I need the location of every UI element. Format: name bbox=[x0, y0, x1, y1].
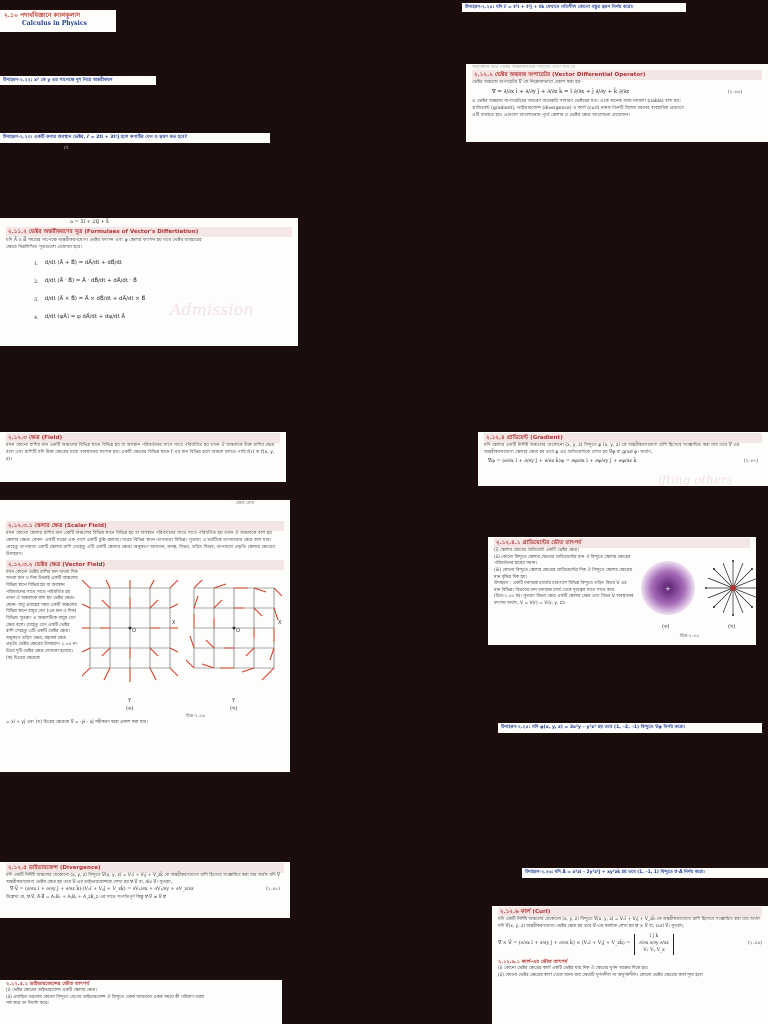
vdo-body-3: এটি ব্যবহৃত হয়। এগুলো আলোচনার পূর্বে স্কেলার ও ভেক্টর ক্ষেত্র আলোচনা প্রয়োজন। bbox=[472, 112, 630, 118]
formula-expression: d/dt (φA⃗) = φ dA⃗/dt + dφ/dt A⃗ bbox=[44, 314, 126, 321]
example-26-text: উদাহরণ-২.২৬: যদি A⃗ = x²zî – 2y³z²ĵ + xy²zk̂ হয় তবে (1, –1, 1) বিন্দুতে ∇⃗·A⃗ নির্ণয় করো। bbox=[525, 870, 705, 875]
potential-figure-a bbox=[640, 560, 696, 616]
grad-meaning-item: (i) স্কেলার ক্ষেত্রের গ্রাডিয়েন্ট একটি ভেক্টর ক্ষেত্র। bbox=[494, 548, 579, 554]
formula-expression: d/dt (A⃗ × B⃗) = A⃗ × dB⃗/dt + dA⃗/dt × B⃗ bbox=[44, 296, 146, 303]
fig-caption-254: চিত্র-২.৫৪ bbox=[186, 713, 206, 719]
grad-meaning-item: (ii) কোনো বিন্দুতে স্কেলার ক্ষেত্রের গ্রাডিয়েন্টের মান ঐ বিন্দুতে স্কেলার ক্ষেত্রের পরিবর্তনের হারের সমান। bbox=[494, 554, 631, 567]
vector-differential-operator-card bbox=[466, 64, 768, 142]
vdo-heading: ২.১২.২ ভেক্টর অন্তরজ অপারেটর (Vector Differential Operator) bbox=[472, 70, 762, 80]
fig-a-x-label: X bbox=[172, 619, 176, 626]
divergence-note: উল্লেখ্য যে, ∇⃗·V⃗, A⃗·B⃗ = AₓBₓ + AᵧBᵧ + A_zB_z এর সাথে সংগতিপূর্ণ কিন্তু ∇⃗·V⃗ ≠ V⃗·∇⃗ bbox=[6, 895, 166, 901]
field-card bbox=[0, 432, 286, 482]
curl-det-row: ∂/∂x ∂/∂y ∂/∂z bbox=[639, 941, 669, 947]
vector-field-figure-a bbox=[82, 580, 178, 696]
curl-meaning-heading: ২.১২.৬.১ কার্ল-এর ভৌত তাৎপর্য bbox=[498, 959, 568, 965]
curl-body: যদি একটি নির্দিষ্ট অঞ্চলের যেকোনো (x, y, z) বিন্দুতে V⃗(x, y, z) = Vₓî + Vᵧĵ + V_zk̂-কে অন্তরীকরণযোগ্য রাশি হিসেবে সংজ্ঞায়িত করা যায় অর্থাৎ যদি V⃗(x, y, z) অন্তরীকরণযোগ্য ভেক্টর ক্ষেত্র হয় তবে V⃗-এর কার্লকে লেখা হয় ∇⃗ × V⃗ বা, curl V⃗। সুতরাং, bbox=[498, 917, 761, 929]
chapter-header bbox=[0, 10, 116, 32]
potential-figure-b bbox=[704, 559, 756, 617]
fig-b-y-label: Y bbox=[232, 697, 236, 704]
fig-caption-255: চিত্র-২.৫৫ bbox=[680, 634, 700, 640]
example-23-tail: rt bbox=[64, 145, 69, 151]
field-body: যখন কোনো রাশির মান একটি অঞ্চলের বিভিন্ন স্থানে বিভিন্ন হয় বা অবস্থান পরিবর্তনের সাথে সাথে পরিবর্তিত হয় তখন ঐ অঞ্চলকে উক্ত রাশির ক্ষেত্র বলে এবং রাশিটি যদি উক্ত ক্ষেত্রের মধ্যে অবস্থানের ফাংশন হয়। একটি ক্ষেত্রের বিভিন্ন স্থানে f এর মান বিভিন্ন হলে আমরা বলতে পারি f(r) বা f(x, y, z)। bbox=[6, 443, 275, 462]
curl-eq-num: (২.৪৯) bbox=[748, 941, 762, 947]
grad-meaning-example: উদাহরণ : একটি ধনাত্মক চার্জের চারপাশে বিভিন্ন বিন্দুতে তড়িৎ বিভব V এর মান বিভিন্ন। বিভবের মান ধনাত্মক চার্জ থেকে দূরত্বের সাথে সাথে কমে (চিত্র-২.৫৫ ক)। সুতরাং বিভব ক্ষেত্র একটি স্কেলার ক্ষেত্র এবং বিভব V অবস্থানের ফাংশন অর্থাৎ, V = V(r) = V(x, y, z)। bbox=[494, 581, 634, 606]
fig-b-x-label: X bbox=[278, 619, 282, 626]
example-25-text: উদাহরণ-২.২৫: যদি φ(x, y, z) = 3x²y – y³z² হয় তবে (1, –2, –1) বিন্দুতে ∇⃗φ নির্ণয় করো। bbox=[501, 725, 686, 730]
divergence-eq-num: (২.৪৮) bbox=[266, 887, 280, 893]
fig-b-label: (খ) bbox=[230, 705, 238, 712]
scalar-vector-field-card bbox=[0, 500, 290, 772]
gradient-meaning-card bbox=[488, 537, 756, 645]
curl-card bbox=[492, 906, 768, 1024]
divergence-equation: ∇⃗·V⃗ = (∂/∂x î + ∂/∂y ĵ + ∂/∂z k̂)·(Vₓî + Vᵧĵ + V_zk̂) = ∂Vₓ/∂x + ∂Vᵧ/∂y + ∂V_z/∂z bbox=[10, 887, 194, 893]
example-22-text: উদাহরণ-২.২২: x² কে y এর সাপেক্ষে দুশ নিয়ে অন্তরীকরণ bbox=[3, 78, 113, 83]
vector-field-figure-b bbox=[186, 580, 282, 696]
potential-fig-b-label: (খ) bbox=[728, 624, 736, 631]
example-24-text: উদাহরণ-২.২৪: যদি r⃗ = t²î + t³ĵ + tk̂ যেখানে গতিশীল কোনো বস্তুর ত্বরণ নির্ণয় করো। bbox=[465, 5, 634, 10]
example-22-strip bbox=[0, 76, 156, 85]
vdo-body-2: গ্রাডিয়েন্ট (gradient), ডাইভারজেন্স (divergence) ও কার্ল (curl) নামক তিনটি বিশেষ ধরনের ব্যবহারিক প্রয়োগে bbox=[472, 105, 684, 111]
example-24-strip bbox=[462, 3, 686, 12]
example-25-strip bbox=[498, 723, 762, 733]
formula-item bbox=[34, 255, 292, 273]
formulas-intro-1: যদি A⃗ ও B⃗ সময়ের সাপেক্ষে অন্তরীকরণযোগ্য ভেক্টর ফাংশন এবং φ স্কেলার ফাংশন হয় তবে ভেক্টর ব্যবহারের bbox=[6, 238, 202, 244]
divergence-heading: ২.১২.৫ ডাইভারজেন্স (Divergence) bbox=[6, 863, 284, 873]
vdo-equation: ∇⃗ = ∂/∂x î + ∂/∂y ĵ + ∂/∂z k̂ = î ∂/∂x + ĵ ∂/∂y + k̂ ∂/∂z bbox=[492, 89, 630, 95]
formula-item bbox=[34, 273, 292, 291]
svg-text:+: + bbox=[665, 585, 671, 594]
curl-det-row: Vₓ Vᵧ V_z bbox=[643, 948, 665, 954]
formula-number: 2. bbox=[34, 278, 39, 285]
fig-a-label: (ক) bbox=[126, 705, 134, 712]
formulas-intro-2: ক্ষেত্রে নিম্নলিখিত সূত্রগুলো প্রযোজ্য হবে। bbox=[6, 245, 82, 251]
vdo-intro: ভেক্টর অন্তরজ অপারেটর ∇⃗ কে নিম্নোক্তভাবে প্রকাশ করা হয়- bbox=[472, 80, 582, 86]
vdo-eq-num: (২.৪৬) bbox=[728, 90, 742, 95]
vector-field-body: যখন কোনো ভেক্টর রাশির মান অথবা দিক অথবা মান ও দিক উভয়ই একটি অঞ্চলের বিভিন্ন স্থানে বিভিন্ন হয় বা অবস্থান পরিবর্তনের সাথে সাথে পরিবর্তিত হয় তখন ঐ অঞ্চলকে বলা হয় ভেক্টর ক্ষেত্র। যেমন- বায়ু প্রবাহের সময় একটি অঞ্চলের বিভিন্ন স্থানে বায়ুর বেগ (এর মান ও দিক) বিভিন্ন। সুতরাং এ অঞ্চলটিকে বায়ুর বেগ ক্ষেত্র বলে। যেহেতু বেগ একটি ভেক্টর রাশি সেহেতু এটি একটি ভেক্টর ক্ষেত্র। অনুরূপে তড়িৎ ক্ষেত্র, মহাকর্ষ ক্ষেত্র প্রভৃতি ভেক্টর ক্ষেত্রের উদাহরণ। ২.৫৪ নং চিত্রে দুটি ভেক্টর ক্ষেত্র দেখানো হয়েছে। (ক) চিত্রের ক্ষেত্রকে bbox=[6, 569, 78, 661]
formula-expression: d/dt (A⃗ · B⃗) = A⃗ · dB⃗/dt + dA⃗/dt · B⃗ bbox=[44, 278, 137, 285]
fig-b-origin: O bbox=[236, 627, 240, 634]
div-meaning-heading: ২.১২.৫.১ ডাইভারজেন্সের ভৌত তাৎপর্য bbox=[6, 981, 90, 987]
vdo-clip-top: অনুসন্ধান করে ভেক্টর অন্তরকলনের সাহায্যে দেখা যায় যে bbox=[472, 65, 576, 70]
divergence-meaning-card bbox=[0, 980, 282, 1024]
vector-field-figures bbox=[82, 570, 284, 720]
formula-list bbox=[6, 252, 292, 327]
curl-determinant bbox=[634, 934, 673, 955]
formulas-top-eq: a = 5i⃗ + 2tj⃗ + k⃗ bbox=[70, 219, 110, 225]
gradient-watermark: ifting others bbox=[658, 473, 733, 486]
formulas-heading: ২.১১.২ ভেক্টর অন্তরীকরণের সূত্র (Formulaes of Vector's Differtiation) bbox=[6, 227, 292, 237]
scalar-field-clip: ক্ষেত্র রেখা bbox=[236, 501, 255, 506]
gradient-heading: ২.১২.৪ গ্রাডিয়েন্ট (Gradient) bbox=[484, 433, 762, 443]
formula-number: 3. bbox=[34, 296, 39, 303]
gradient-equation: ∇⃗φ = (∂/∂x î + ∂/∂y ĵ + ∂/∂z k̂)φ = ∂φ/∂x î + ∂φ/∂y ĵ + ∂φ/∂z k̂ bbox=[488, 457, 637, 464]
formulas-watermark: Admission bbox=[170, 300, 254, 319]
vdo-body-1: এ ভেক্টর অন্তরজ অপারেটরের আচরণ অনেকটা সাধারণ ভেক্টরের মত। একে অনেক সময় ন্যাবলা (nabla) বলা হয়। bbox=[472, 98, 681, 104]
div-meaning-item-3: সঙ্গ করে তা নির্দেশ করে। bbox=[6, 1001, 49, 1007]
scalar-field-body: যখন কোনো স্কেলার রাশির মান একটি অঞ্চলের বিভিন্ন স্থানে বিভিন্ন হয় বা অবস্থান পরিবর্তনের সাথে সাথে পরিবর্তিত হয় তখন ঐ অঞ্চলকে বলা হয় স্কেলার ক্ষেত্র। যেমন- একটি ঘরের এক পাশে একটি চুল্লি জ্বলছে। ঘরের বিভিন্ন স্থানে তাপমাত্রা বিভিন্ন। সুতরাং এ ঘরটিকে তাপমাত্রার ক্ষেত্র বলা যায়। যেহেতু তাপমাত্রা একটি স্কেলার রাশি সেহেতু এটি একটি স্কেলার ক্ষেত্র। অনুরূপে আয়তন, ঘনত্ব, বিভব, তড়িৎ বিভব, তাপমাত্রা প্রভৃতি স্কেলার ক্ষেত্রের উদাহরণ। bbox=[6, 531, 275, 557]
gradient-card bbox=[478, 432, 768, 486]
curl-meaning-2: (ii) কোনো ভেক্টর ক্ষেত্রের কার্ল থেকে জানা যায় ক্ষেত্রটি ঘূর্ণনশীল না অঘূর্ণনশীল। কোনো ভেক্টর ক্ষেত্রের কার্ল শূন্য হলে bbox=[498, 972, 703, 978]
example-26-strip bbox=[522, 868, 768, 878]
div-meaning-item-2: (ii) প্রবাহিত তরলের কোনো বিন্দুতে বেগের ডাইভারজেন্স ঐ বিন্দুতে একক আয়তনে একক সময়ে কী পরিমাণ তরল bbox=[6, 994, 205, 1000]
curl-equation: ∇⃗ × V⃗ = (∂/∂x î + ∂/∂y ĵ + ∂/∂z k̂) × (Vₓî + Vᵧĵ + V_zk̂) = bbox=[498, 941, 631, 947]
grad-meaning-item: (iii) কোনো বিন্দুতে স্কেলার ক্ষেত্রের গ্রাডিয়েন্টের দিক ঐ বিন্দুতে স্কেলার ক্ষেত্রের মান বৃদ্ধির দিক হয়। bbox=[494, 567, 632, 580]
divergence-body: যদি একটি নির্দিষ্ট অঞ্চলের যেকোনো (x, y, z) বিন্দুতে V⃗(x, y, z) = Vₓî + Vᵧĵ + V_zk̂ কে অন্তরীকরণযোগ্য রাশি হিসেবে সংজ্ঞায়িত করা যায় অর্থাৎ যদি V⃗ অন্তরীকরণযোগ্য ভেক্টর ক্ষেত্র হয় তবে V⃗-এর ডাইভারজেন্সকে লেখা হয় ∇⃗·V⃗ বা, div V⃗। সুতরাং, bbox=[6, 873, 281, 885]
vector-field-tail: = xî + yĵ এবং (খ) চিত্রের ক্ষেত্রকে V⃗ = -yî - xĵ সমীকরণ দ্বারা প্রকাশ করা যায়। bbox=[6, 719, 148, 725]
gradient-eq-num: (২.৪৭) bbox=[744, 458, 758, 464]
grad-meaning-heading: ২.১২.৪.১ গ্রাডিয়েন্টের ভৌত তাৎপর্য bbox=[494, 538, 750, 548]
example-23-text: উদাহরণ-২.২৩: একটি কণার অবস্থান ভেক্টর, r⃗ = 2tî + 3t²ĵ হলে কণাটির বেগ ও ত্বরণ কত হবে? bbox=[3, 135, 188, 140]
curl-heading: ২.১২.৬ কার্ল (Curl) bbox=[498, 907, 762, 917]
formula-number: 4. bbox=[34, 314, 39, 321]
formula-number: 1. bbox=[34, 260, 39, 267]
chapter-title-bn: ২.১০ পদার্থবিজ্ঞানে ক্যালকুলাস bbox=[4, 12, 81, 19]
divergence-card bbox=[0, 862, 290, 918]
curl-meaning-1: (i) কোনো ভেক্টর ক্ষেত্রের কার্ল একটি ভেক্টর যার দিক ঐ ক্ষেত্রের ঘূর্ণন অক্ষের দিকে হয়। bbox=[498, 966, 649, 972]
div-meaning-item-1: (i) ভেক্টর ক্ষেত্রের ডাইভারজেন্স একটি স্কেলার ক্ষেত্র। bbox=[6, 988, 97, 994]
scalar-field-heading: ২.১২.৩.১ স্কেলার ক্ষেত্র (Scalar Field) bbox=[6, 521, 284, 531]
example-23-strip bbox=[0, 133, 270, 143]
formulas-card bbox=[0, 218, 298, 346]
chapter-title-en: Calculus in Physics bbox=[22, 19, 87, 27]
potential-fig-a-label: (ক) bbox=[662, 624, 670, 631]
formula-item bbox=[34, 291, 292, 309]
fig-a-y-label: Y bbox=[128, 697, 132, 704]
potential-figures bbox=[638, 548, 750, 644]
curl-det-row: î ĵ k̂ bbox=[649, 934, 659, 940]
field-heading: ২.১২.৩ ক্ষেত্র (Field) bbox=[6, 433, 280, 443]
formula-expression: d/dt (A⃗ + B⃗) = dA⃗/dt + dB⃗/dt bbox=[44, 260, 122, 267]
vector-field-heading: ২.১২.৩.২ ভেক্টর ক্ষেত্র (Vector Field) bbox=[6, 560, 284, 570]
gradient-body: যদি স্কেলার একটি নির্দিষ্ট অঞ্চলের যেকোনো (x, y, z) বিন্দুতে φ (x, y, z) কে অন্তরীকরণযোগ্য রাশি হিসেবে সংজ্ঞায়িত করা যায় তবে ∇⃗ এর অন্তরীকরণযোগ্য স্কেলার ক্ষেত্র হয় তবে φ এর গ্রাডিয়েন্টকে লেখা হয় ∇⃗φ বা grad φ। অর্থাৎ, bbox=[484, 443, 740, 455]
fig-a-origin: O bbox=[132, 627, 136, 634]
formula-item bbox=[34, 309, 292, 327]
